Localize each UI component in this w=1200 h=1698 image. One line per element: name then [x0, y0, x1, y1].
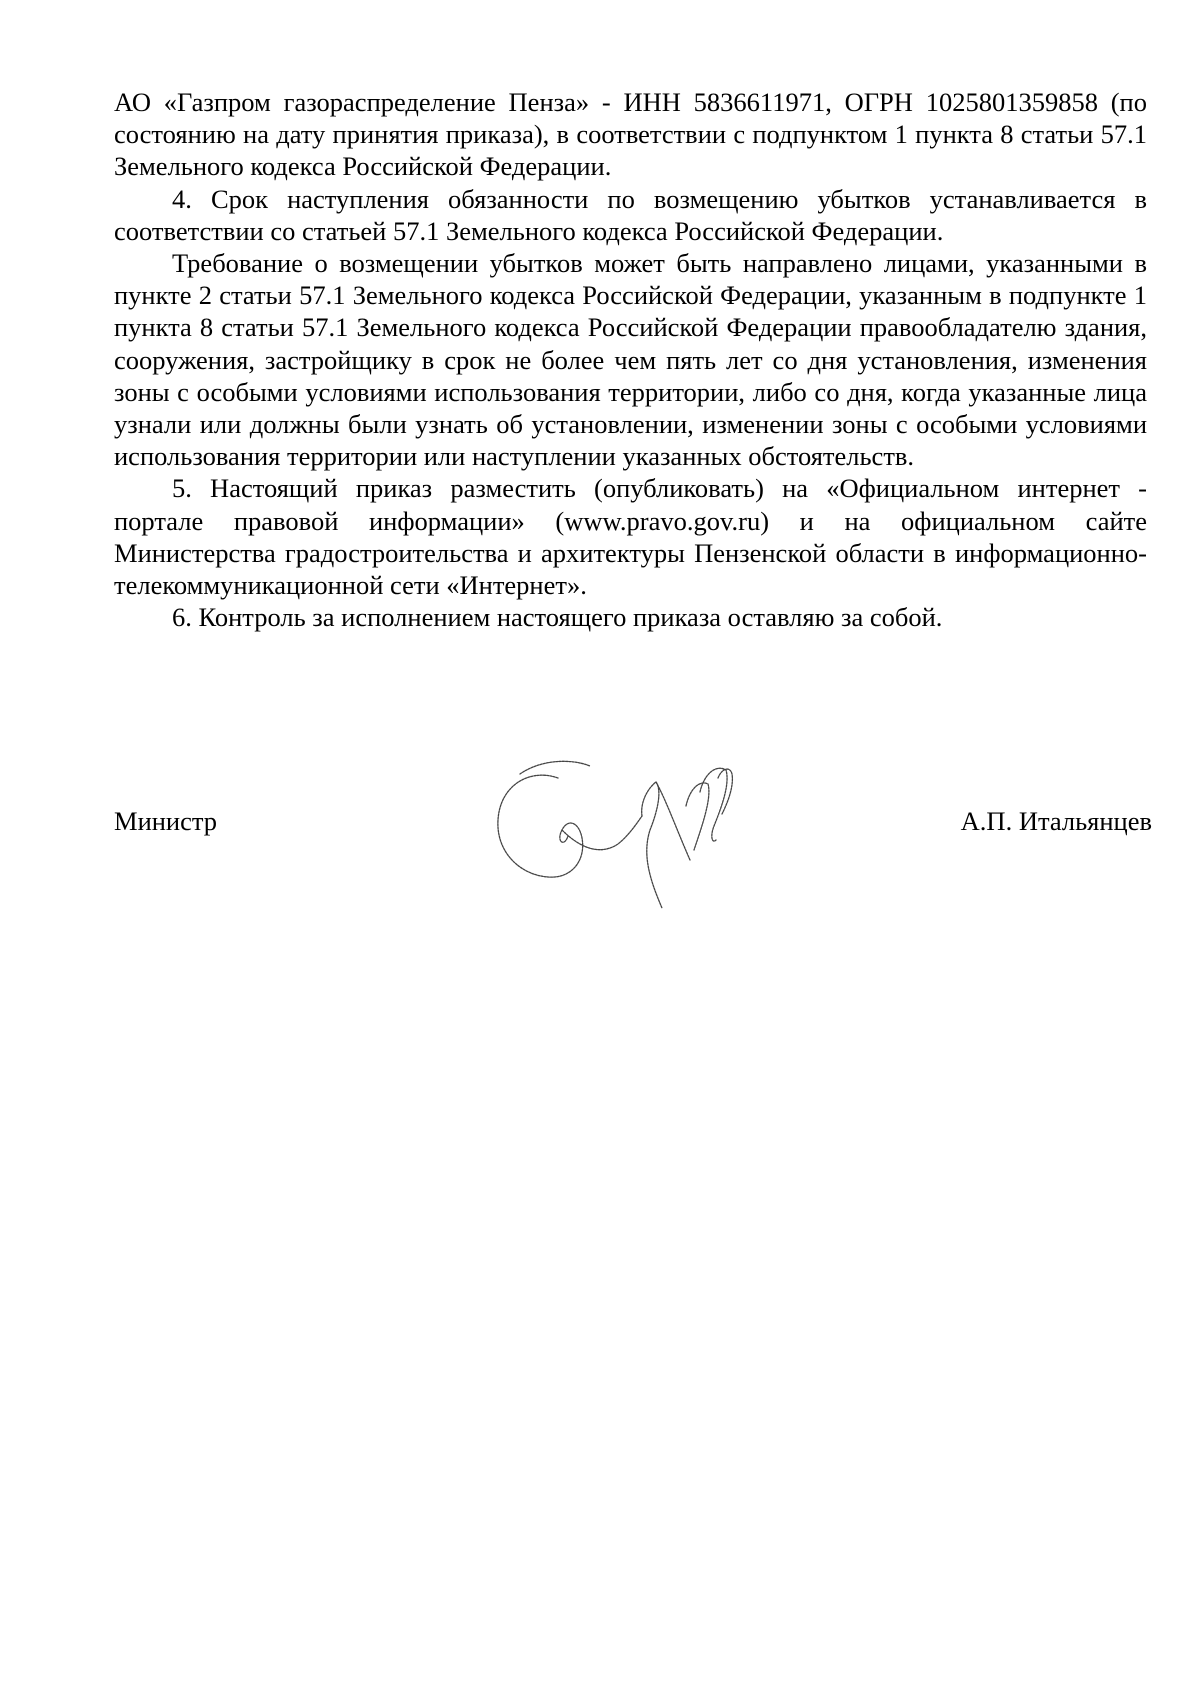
document-body — [114, 86, 1147, 633]
signature-letter-stroke-3 — [686, 783, 709, 850]
signature-letter-stroke-1 — [642, 782, 662, 908]
signatory-title: Министр — [114, 806, 218, 836]
paragraph-item-6: 6. Контроль за исполнением настоящего приказа оставляю за собой. — [172, 602, 943, 633]
signatory-name: А.П. Итальянцев — [960, 806, 1152, 836]
paragraph-item-4: 4. Срок наступления обязанности по возмещению убытков устанавливается в соответствии со статьей 57.1 Земельного кодекса Российской Федерации. — [114, 183, 1147, 246]
signature-tail-stroke — [562, 816, 642, 850]
handwritten-signature-icon — [490, 740, 760, 920]
signature-top-arc — [520, 761, 590, 774]
signature-letter-stroke-2 — [656, 782, 690, 860]
signature-loop-stroke — [498, 775, 583, 877]
signature-letter-stroke-4 — [700, 768, 727, 841]
paragraph-continuation: АО «Газпром газораспределение Пенза» - ИНН 5836611971, ОГРН 1025801359858 (по состоянию на дату принятия приказа), в соответствии с подпунктом 1 пункта 8 статьи 57.1 Земельного кодекса Российской Федерации. — [114, 87, 1147, 182]
paragraph-item-5: 5. Настоящий приказ разместить (опубликовать) на «Официальном интернет - портале правовой информации» (www.pravo.gov.ru) и на официальном сайте Министерства градостроительства и архитектуры Пензенской области в информационно-телекоммуникационной сети «Интернет». — [114, 473, 1147, 601]
paragraph-claim-requirement: Требование о возмещении убытков может быть направлено лицами, указанными в пункте 2 статьи 57.1 Земельного кодекса Российской Федерации, указанным в подпункте 1 пункта 8 статьи 57.1 Земельного кодекса Российской Федерации правообладателю здания, сооружения, застройщику в срок не более чем пять лет со дня установления, изменения зоны с особыми условиями использования территории, либо со дня, когда указанные лица узнали или должны были узнать об установлении, изменении зоны с особыми условиями использования территории или наступлении указанных обстоятельств. — [114, 248, 1147, 472]
